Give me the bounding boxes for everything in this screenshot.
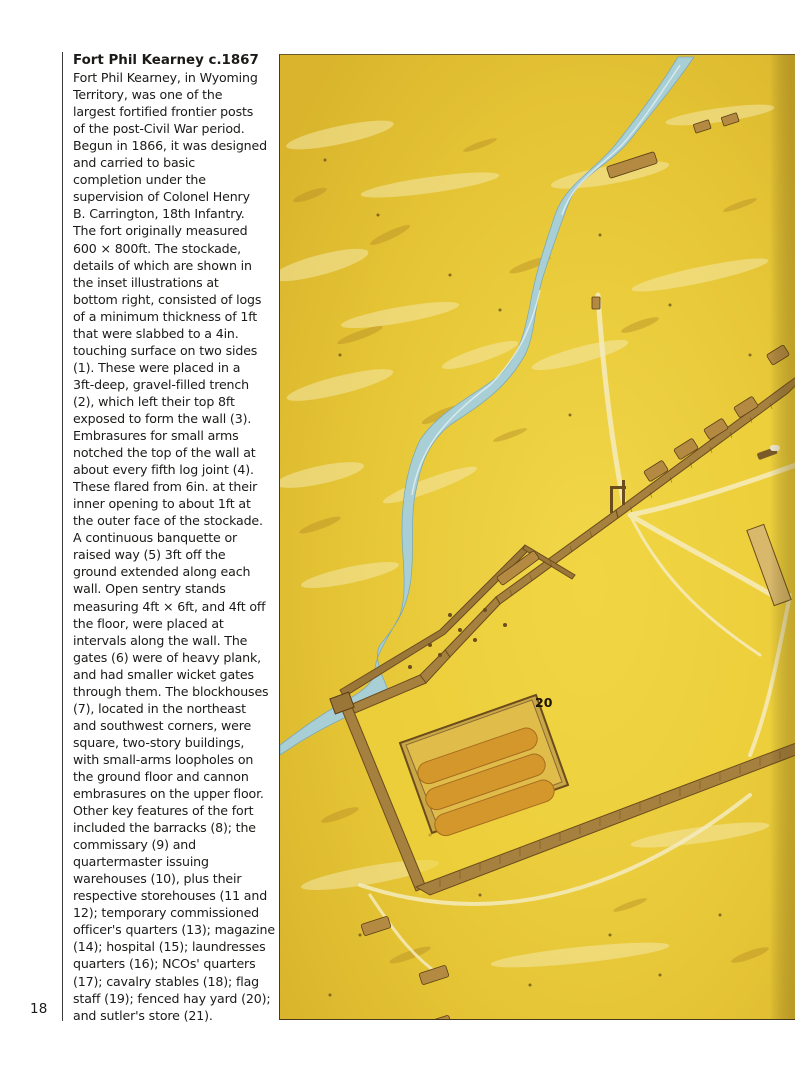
text-line: ground extended along each <box>73 564 251 580</box>
text-line: 3ft-deep, gravel-filled trench <box>73 376 249 392</box>
text-line: warehouses (10), plus their <box>73 871 242 887</box>
text-line: staff (19); fenced hay yard (20); <box>73 990 271 1006</box>
text-line: measuring 4ft × 6ft, and 4ft off <box>73 598 266 614</box>
text-line: bottom right, consisted of logs <box>73 291 262 307</box>
text-line: wall. Open sentry stands <box>73 581 226 597</box>
text-line: (1). These were placed in a <box>73 359 241 375</box>
text-line: of a minimum thickness of 1ft <box>73 308 258 324</box>
text-line: quarters (16); NCOs' quarters <box>73 956 256 972</box>
text-line: with small-arms loopholes on <box>73 751 254 767</box>
column-divider <box>62 52 63 1021</box>
callout-20: 20 <box>535 695 553 710</box>
text-line: the floor, were placed at <box>73 615 224 631</box>
text-line: the inset illustrations at <box>73 274 219 290</box>
text-line: 12); temporary commissioned <box>73 905 260 921</box>
text-line: and sutler's store (21). <box>73 1007 213 1023</box>
fort-painting <box>280 55 795 1019</box>
text-line: Embrasures for small arms <box>73 428 239 444</box>
page-number: 18 <box>30 1001 48 1017</box>
text-line: notched the top of the wall at <box>73 445 256 461</box>
text-line: the ground floor and cannon <box>73 768 249 784</box>
text-line: square, two-story buildings, <box>73 734 245 750</box>
text-line: raised way (5) 3ft off the <box>73 547 226 563</box>
text-line: Begun in 1866, it was designed <box>73 138 267 154</box>
text-line: and carried to basic <box>73 155 196 171</box>
page-edge-shadow <box>770 55 795 1019</box>
text-line: These flared from 6in. at their <box>73 479 258 495</box>
article-text <box>73 52 273 1024</box>
text-line: (7), located in the northeast <box>73 700 246 716</box>
text-line: the outer face of the stockade. <box>73 513 263 529</box>
text-line: largest fortified frontier posts <box>73 104 254 120</box>
text-line: (17); cavalry stables (18); flag <box>73 973 260 989</box>
text-line: 600 × 800ft. The stockade, <box>73 240 241 256</box>
text-line: A continuous banquette or <box>73 530 238 546</box>
text-line: that were slabbed to a 4in. <box>73 325 239 341</box>
text-line: inner opening to about 1ft at <box>73 496 251 512</box>
text-line: officer's quarters (13); magazine <box>73 922 275 938</box>
text-line: quartermaster issuing <box>73 854 209 870</box>
text-line: touching surface on two sides <box>73 342 258 358</box>
text-line: B. Carrington, 18th Infantry. <box>73 206 245 222</box>
text-line: Territory, was one of the <box>73 87 223 103</box>
article-title: Fort Phil Kearney c.1867 <box>73 53 259 68</box>
text-line: supervision of Colonel Henry <box>73 189 250 205</box>
text-line: intervals along the wall. The <box>73 632 248 648</box>
text-line: Other key features of the fort <box>73 803 254 819</box>
text-line: Fort Phil Kearney, in Wyoming <box>73 70 258 86</box>
text-line: completion under the <box>73 172 206 188</box>
text-line: gates (6) were of heavy plank, <box>73 649 261 665</box>
text-line: embrasures on the upper floor. <box>73 786 264 802</box>
text-line: and southwest corners, were <box>73 717 252 733</box>
text-line: through them. The blockhouses <box>73 683 269 699</box>
text-line: respective storehouses (11 and <box>73 888 268 904</box>
text-line: The fort originally measured <box>73 223 248 239</box>
text-line: exposed to form the wall (3). <box>73 410 252 426</box>
text-line: commissary (9) and <box>73 837 196 853</box>
text-line: (14); hospital (15); laundresses <box>73 939 266 955</box>
text-line: about every fifth log joint (4). <box>73 462 254 478</box>
fort-illustration <box>279 54 795 1020</box>
text-line: and had smaller wicket gates <box>73 666 254 682</box>
text-line: of the post-Civil War period. <box>73 121 245 137</box>
text-line: included the barracks (8); the <box>73 820 256 836</box>
text-line: (2), which left their top 8ft <box>73 393 235 409</box>
text-line: details of which are shown in <box>73 257 252 273</box>
